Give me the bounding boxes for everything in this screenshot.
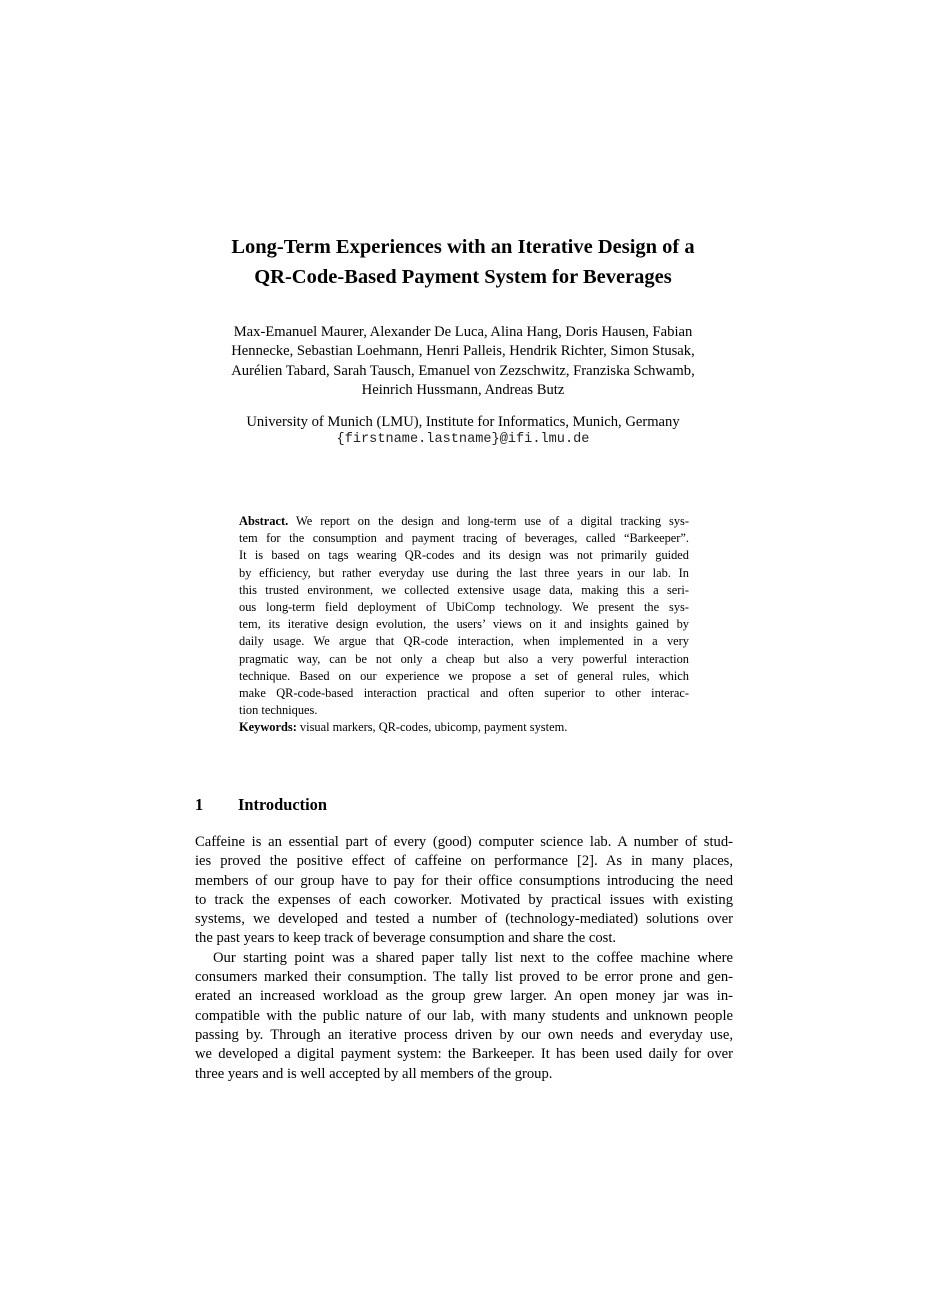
- abstract-line: pragmatic way, can be not only a cheap but also a very powerful interaction: [239, 651, 689, 666]
- abstract-line: daily usage. We argue that QR-code interaction, when implemented in a very: [239, 634, 689, 649]
- body-line: erated an increased workload as the group grew larger. An open money jar was in-: [195, 988, 733, 1005]
- abstract-line: make QR-code-based interaction practical and often superior to other interac-: [239, 685, 689, 700]
- abstract-line: Abstract. We report on the design and long-term use of a digital tracking sys-: [239, 514, 689, 528]
- author-line: Heinrich Hussmann, Andreas Butz: [361, 381, 565, 398]
- abstract-line: this trusted environment, we collected extensive usage data, making this a seri-: [239, 582, 689, 597]
- author-list: [130, 323, 796, 400]
- abstract-line: tem for the consumption and payment tracing of beverages, called “Barkeeper”.: [239, 531, 689, 546]
- abstract: [239, 513, 689, 736]
- title-line: Long-Term Experiences with an Iterative Design of a: [231, 236, 695, 258]
- body-line: the past years to keep track of beverage consumption and share the cost.: [195, 930, 617, 947]
- body-line: three years and is well accepted by all members of the group.: [195, 1065, 553, 1082]
- keywords-line: [239, 719, 689, 736]
- affiliation-block: [130, 414, 796, 448]
- body-line: passing by. Through an iterative process driven by our own needs and everyday use,: [195, 1026, 733, 1043]
- title-line: QR-Code-Based Payment System for Beverages: [254, 266, 672, 288]
- author-line: Hennecke, Sebastian Loehmann, Henri Palleis, Hendrik Richter, Simon Stusak,: [231, 343, 695, 360]
- abstract-line: by efficiency, but rather everyday use during the last three years in our lab. In: [239, 565, 689, 580]
- author-email: {firstname.lastname}@ifi.lmu.de: [336, 432, 590, 447]
- author-line: Max-Emanuel Maurer, Alexander De Luca, Alina Hang, Doris Hausen, Fabian: [233, 324, 693, 340]
- keywords-label: Keywords:: [239, 720, 297, 735]
- abstract-line: ous long-term field deployment of UbiComp technology. We present the sys-: [239, 599, 689, 614]
- abstract-label: Abstract.: [239, 514, 289, 528]
- body-line: we developed a digital payment system: the Barkeeper. It has been used daily for over: [195, 1046, 733, 1063]
- body-line: to track the expenses of each coworker. Motivated by practical issues with existing: [195, 891, 733, 908]
- introduction-body: [195, 833, 733, 1084]
- affiliation: University of Munich (LMU), Institute for Informatics, Munich, Germany: [246, 414, 680, 430]
- abstract-line: tion techniques.: [239, 703, 318, 718]
- section-number: 1: [195, 795, 204, 814]
- body-line: compatible with the public nature of our lab, with many students and unknown people: [195, 1007, 733, 1024]
- body-line: systems, we developed and tested a number of (technology-mediated) solutions over: [195, 911, 733, 928]
- body-line: consumers marked their consumption. The tally list proved to be error prone and gen-: [195, 969, 733, 986]
- body-line: ies proved the positive effect of caffeine on performance [2]. As in many places,: [195, 853, 733, 870]
- abstract-line: tem, its iterative design evolution, the users’ views on it and insights gained by: [239, 617, 689, 632]
- body-line: Caffeine is an essential part of every (good) computer science lab. A number of stud-: [195, 834, 733, 850]
- keywords: visual markers, QR-codes, ubicomp, payment system.: [296, 720, 568, 735]
- section-heading: [195, 795, 327, 815]
- body-line: Our starting point was a shared paper tally list next to the coffee machine where: [213, 949, 733, 966]
- body-line: members of our group have to pay for their office consumptions introducing the need: [195, 872, 733, 889]
- abstract-line: It is based on tags wearing QR-codes and its design was not primarily guided: [239, 548, 689, 563]
- paper-title: [120, 232, 806, 292]
- author-line: Aurélien Tabard, Sarah Tausch, Emanuel von Zezschwitz, Franziska Schwamb,: [231, 362, 695, 379]
- section-title: Introduction: [238, 795, 327, 814]
- abstract-line: technique. Based on our experience we propose a set of general rules, which: [239, 668, 689, 683]
